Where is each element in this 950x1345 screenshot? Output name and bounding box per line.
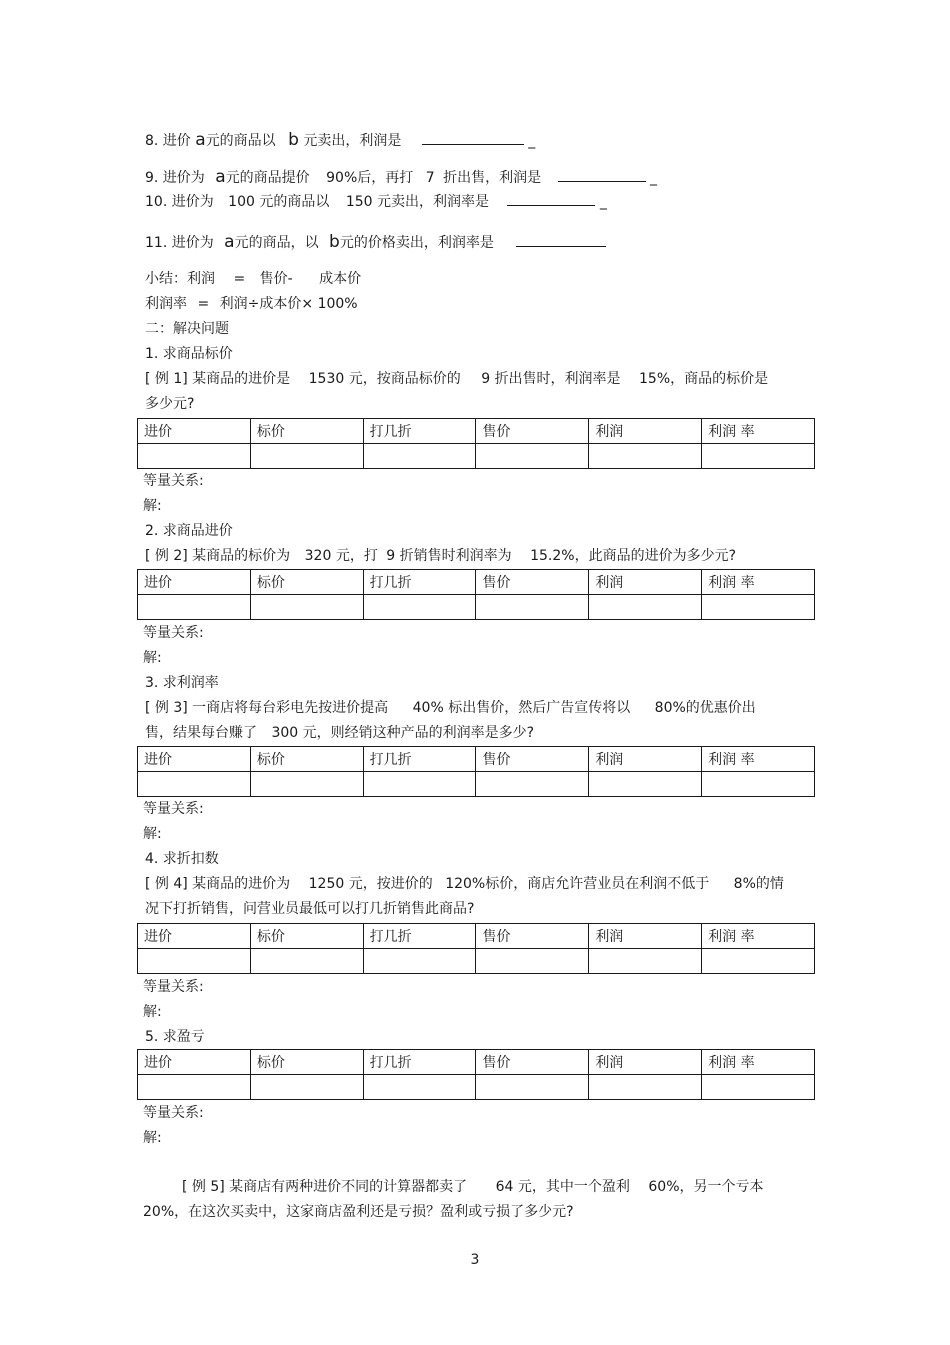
table-cell[interactable] (250, 772, 363, 797)
rate-equals: = (197, 296, 210, 312)
summary-text-3: 成本价 (319, 271, 362, 287)
summary-equals: = (233, 271, 246, 287)
ex3-num-1: 40% (412, 700, 444, 716)
header-profit: 利润 (589, 747, 702, 772)
table-cell[interactable] (250, 949, 363, 974)
table-cell[interactable] (363, 772, 476, 797)
header-discount: 打几折 (363, 419, 476, 444)
ex4-text-3: 标价，商店允许营业员在利润不低于 (485, 876, 710, 892)
q11-text-1: 11. 进价为 (145, 235, 214, 251)
ex1-num-1: 1530 (308, 371, 345, 387)
ex5-num-2: 60% (648, 1179, 680, 1195)
subheading-2: 2. 求商品进价 (145, 523, 233, 539)
table-cell[interactable] (702, 949, 815, 974)
ex1-num-2: 9 (481, 371, 491, 387)
q10-text-2: 元的商品以 (259, 194, 330, 210)
q8-tail: _ (528, 133, 536, 149)
page-number: 3 (470, 1252, 480, 1268)
ex5-num-1: 64 (495, 1179, 514, 1195)
header-discount: 打几折 (363, 570, 476, 595)
table-row (138, 595, 815, 620)
q10-num-2: 150 (345, 194, 373, 210)
question-8 (145, 131, 535, 150)
header-discount: 打几折 (363, 747, 476, 772)
solution-3: 解: (143, 826, 162, 842)
ex1-text-2: 元，按商品标价的 (348, 371, 461, 387)
table-cell[interactable] (702, 595, 815, 620)
table-cell[interactable] (476, 949, 589, 974)
ex2-text-2: 元，打 (335, 548, 378, 564)
table-cell[interactable] (250, 444, 363, 469)
q9-text-4: 折出售，利润是 (443, 170, 542, 186)
table-header-row (138, 924, 815, 949)
header-sale-price: 售价 (476, 747, 589, 772)
header-profit-rate: 利润 率 (702, 570, 815, 595)
q8-text-2: 元的商品以 (205, 133, 276, 149)
ex2-num-3: 15.2% (530, 548, 575, 564)
header-profit-rate: 利润 率 (702, 924, 815, 949)
table-cell[interactable] (589, 444, 702, 469)
table-header-row (138, 570, 815, 595)
q11-text-2: 元的商品，以 (234, 235, 319, 251)
table-header-row (138, 747, 815, 772)
table-cell[interactable] (363, 949, 476, 974)
header-list-price: 标价 (250, 924, 363, 949)
solution-1: 解: (143, 498, 162, 514)
ex3-text-3: 的优惠价出 (685, 700, 756, 716)
ex5-text-1: [ 例 5] 某商店有两种进价不同的计算器都卖了 (182, 1179, 468, 1195)
table-cell[interactable] (476, 772, 589, 797)
header-list-price: 标价 (250, 747, 363, 772)
ex4-text-4: 的情 (755, 876, 784, 892)
equal-relation-4: 等量关系: (143, 979, 204, 995)
subheading-1: 1. 求商品标价 (145, 346, 233, 362)
table-cell[interactable] (250, 1075, 363, 1100)
table-cell[interactable] (138, 949, 251, 974)
table-cell[interactable] (138, 772, 251, 797)
table-cell[interactable] (476, 1075, 589, 1100)
ex3-num-2: 80% (654, 700, 686, 716)
ex4-num-3: 8% (733, 876, 756, 892)
q11-text-3: 元的价格卖出，利润率是 (339, 235, 494, 251)
summary-text-2: 售价- (259, 271, 293, 287)
q8-answer-blank (422, 132, 524, 145)
header-discount: 打几折 (363, 1050, 476, 1075)
equal-relation-2: 等量关系: (143, 625, 204, 641)
ex5-text-2: 元，其中一个盈利 (517, 1179, 630, 1195)
summary-line (145, 270, 361, 288)
q10-answer-blank (507, 193, 595, 206)
ex2-num-1: 320 (304, 548, 332, 564)
equal-relation-5: 等量关系: (143, 1105, 204, 1121)
table-row (138, 949, 815, 974)
table-example-2 (137, 569, 815, 620)
ex3-num-3: 300 (271, 725, 299, 741)
q9-text-3: 后，再打 (357, 170, 414, 186)
header-sale-price: 售价 (476, 419, 589, 444)
table-row (138, 772, 815, 797)
table-row (138, 444, 815, 469)
table-example-1 (137, 418, 815, 469)
table-example-4 (137, 923, 815, 974)
ex1-text-1: [ 例 1] 某商品的进价是 (145, 371, 291, 387)
subheading-3: 3. 求利润率 (145, 675, 219, 691)
equal-relation-1: 等量关系: (143, 473, 204, 489)
table-cell[interactable] (589, 595, 702, 620)
header-list-price: 标价 (250, 1050, 363, 1075)
example-4-line-2: 况下打折销售，问营业员最低可以打几折销售此商品? (145, 901, 475, 917)
header-profit: 利润 (589, 924, 702, 949)
header-cost: 进价 (138, 747, 251, 772)
q8-var-b: b (288, 130, 299, 150)
table-cell[interactable] (589, 949, 702, 974)
table-header-row (138, 419, 815, 444)
table-cell[interactable] (476, 444, 589, 469)
ex4-text-1: [ 例 4] 某商品的进价为 (145, 876, 291, 892)
q10-num-1: 100 (228, 194, 255, 210)
ex1-text-3: 折出售时，利润率是 (494, 371, 621, 387)
header-cost: 进价 (138, 1050, 251, 1075)
q9-var-a: a (215, 167, 226, 187)
example-5-line-2 (143, 1203, 574, 1221)
table-cell[interactable] (138, 595, 251, 620)
q9-num-1: 90% (326, 170, 358, 186)
rate-text-2: 利润÷成本价× (219, 296, 314, 312)
header-cost: 进价 (138, 419, 251, 444)
table-cell[interactable] (702, 444, 815, 469)
header-cost: 进价 (138, 924, 251, 949)
rate-formula (145, 295, 358, 313)
header-sale-price: 售价 (476, 924, 589, 949)
q11-var-a: a (224, 232, 235, 252)
table-cell[interactable] (702, 772, 815, 797)
ex2-num-2: 9 (386, 548, 396, 564)
solution-5: 解: (143, 1130, 162, 1146)
table-cell[interactable] (363, 595, 476, 620)
example-2-line-1 (145, 547, 736, 565)
header-list-price: 标价 (250, 570, 363, 595)
header-profit-rate: 利润 率 (702, 419, 815, 444)
table-cell[interactable] (250, 595, 363, 620)
solution-4: 解: (143, 1004, 162, 1020)
ex5-text-3: ，另一个亏本 (679, 1179, 764, 1195)
q9-text-1: 9. 进价为 (145, 170, 205, 186)
equal-relation-3: 等量关系: (143, 801, 204, 817)
ex4-text-2: 元，按进价的 (348, 876, 433, 892)
q9-tail: _ (650, 170, 657, 186)
question-11 (145, 233, 606, 252)
ex5-num-3: 20% (143, 1204, 175, 1220)
table-cell[interactable] (138, 1075, 251, 1100)
header-profit-rate: 利润 率 (702, 747, 815, 772)
summary-text-1: 小结：利润 (145, 271, 215, 287)
table-cell[interactable] (363, 1075, 476, 1100)
q11-var-b: b (329, 232, 340, 252)
table-example-3 (137, 746, 815, 797)
header-sale-price: 售价 (476, 570, 589, 595)
q9-num-2: 7 (425, 170, 435, 186)
solution-2: 解: (143, 650, 162, 666)
table-cell[interactable] (702, 1075, 815, 1100)
table-cell[interactable] (138, 444, 251, 469)
ex4-num-1: 1250 (308, 876, 345, 892)
example-1-line-1 (145, 370, 768, 388)
rate-text-1: 利润率 (145, 296, 187, 312)
ex3-text-1: [ 例 3] 一商店将每台彩电先按进价提高 (145, 700, 389, 716)
header-list-price: 标价 (250, 419, 363, 444)
section-2-heading: 二：解决问题 (145, 321, 229, 337)
question-9 (145, 168, 657, 187)
ex2-text-1: [ 例 2] 某商品的标价为 (145, 548, 291, 564)
ex4-num-2: 120% (445, 876, 486, 892)
example-5-line-1 (182, 1178, 764, 1196)
example-3-line-1 (145, 699, 756, 717)
q9-text-2: 元的商品提价 (225, 170, 310, 186)
table-row (138, 1075, 815, 1100)
header-profit: 利润 (589, 570, 702, 595)
q10-tail: _ (599, 194, 607, 210)
header-profit-rate: 利润 率 (702, 1050, 815, 1075)
table-cell[interactable] (476, 595, 589, 620)
ex5-text-4: ，在这次买卖中，这家商店盈利还是亏损？盈利或亏损了多少元? (174, 1204, 574, 1220)
ex2-text-4: ，此商品的进价为多少元? (574, 548, 737, 564)
table-header-row (138, 1050, 815, 1075)
rate-text-3: 100% (317, 296, 358, 312)
q8-var-a: a (195, 130, 206, 150)
q9-answer-blank (558, 169, 646, 182)
ex3-text-2: 标出售价，然后广告宣传将以 (448, 700, 631, 716)
ex3-text-5: 元，则经销这种产品的利润率是多少? (302, 725, 535, 741)
table-cell[interactable] (363, 444, 476, 469)
ex1-num-3: 15% (639, 371, 671, 387)
q10-text-3: 元卖出，利润率是 (377, 194, 489, 210)
ex3-text-4: 售，结果每台赚了 (145, 725, 257, 741)
ex1-text-4: ，商品的标价是 (670, 371, 769, 387)
q10-text-1: 10. 进价为 (145, 194, 214, 210)
header-cost: 进价 (138, 570, 251, 595)
table-cell[interactable] (589, 772, 702, 797)
q11-answer-blank (516, 234, 606, 247)
table-example-5 (137, 1049, 815, 1100)
example-3-line-2 (145, 724, 534, 742)
subheading-4: 4. 求折扣数 (145, 851, 219, 867)
header-discount: 打几折 (363, 924, 476, 949)
ex2-text-3: 折销售时利润率为 (399, 548, 512, 564)
question-10 (145, 193, 607, 211)
q8-text-1: 8. 进价 (145, 133, 191, 149)
header-sale-price: 售价 (476, 1050, 589, 1075)
subheading-5: 5. 求盈亏 (145, 1029, 205, 1045)
table-cell[interactable] (589, 1075, 702, 1100)
example-1-line-2: 多少元? (145, 396, 195, 412)
q8-text-3: 元卖出，利润是 (303, 133, 402, 149)
header-profit: 利润 (589, 419, 702, 444)
example-4-line-1 (145, 875, 784, 893)
header-profit: 利润 (589, 1050, 702, 1075)
